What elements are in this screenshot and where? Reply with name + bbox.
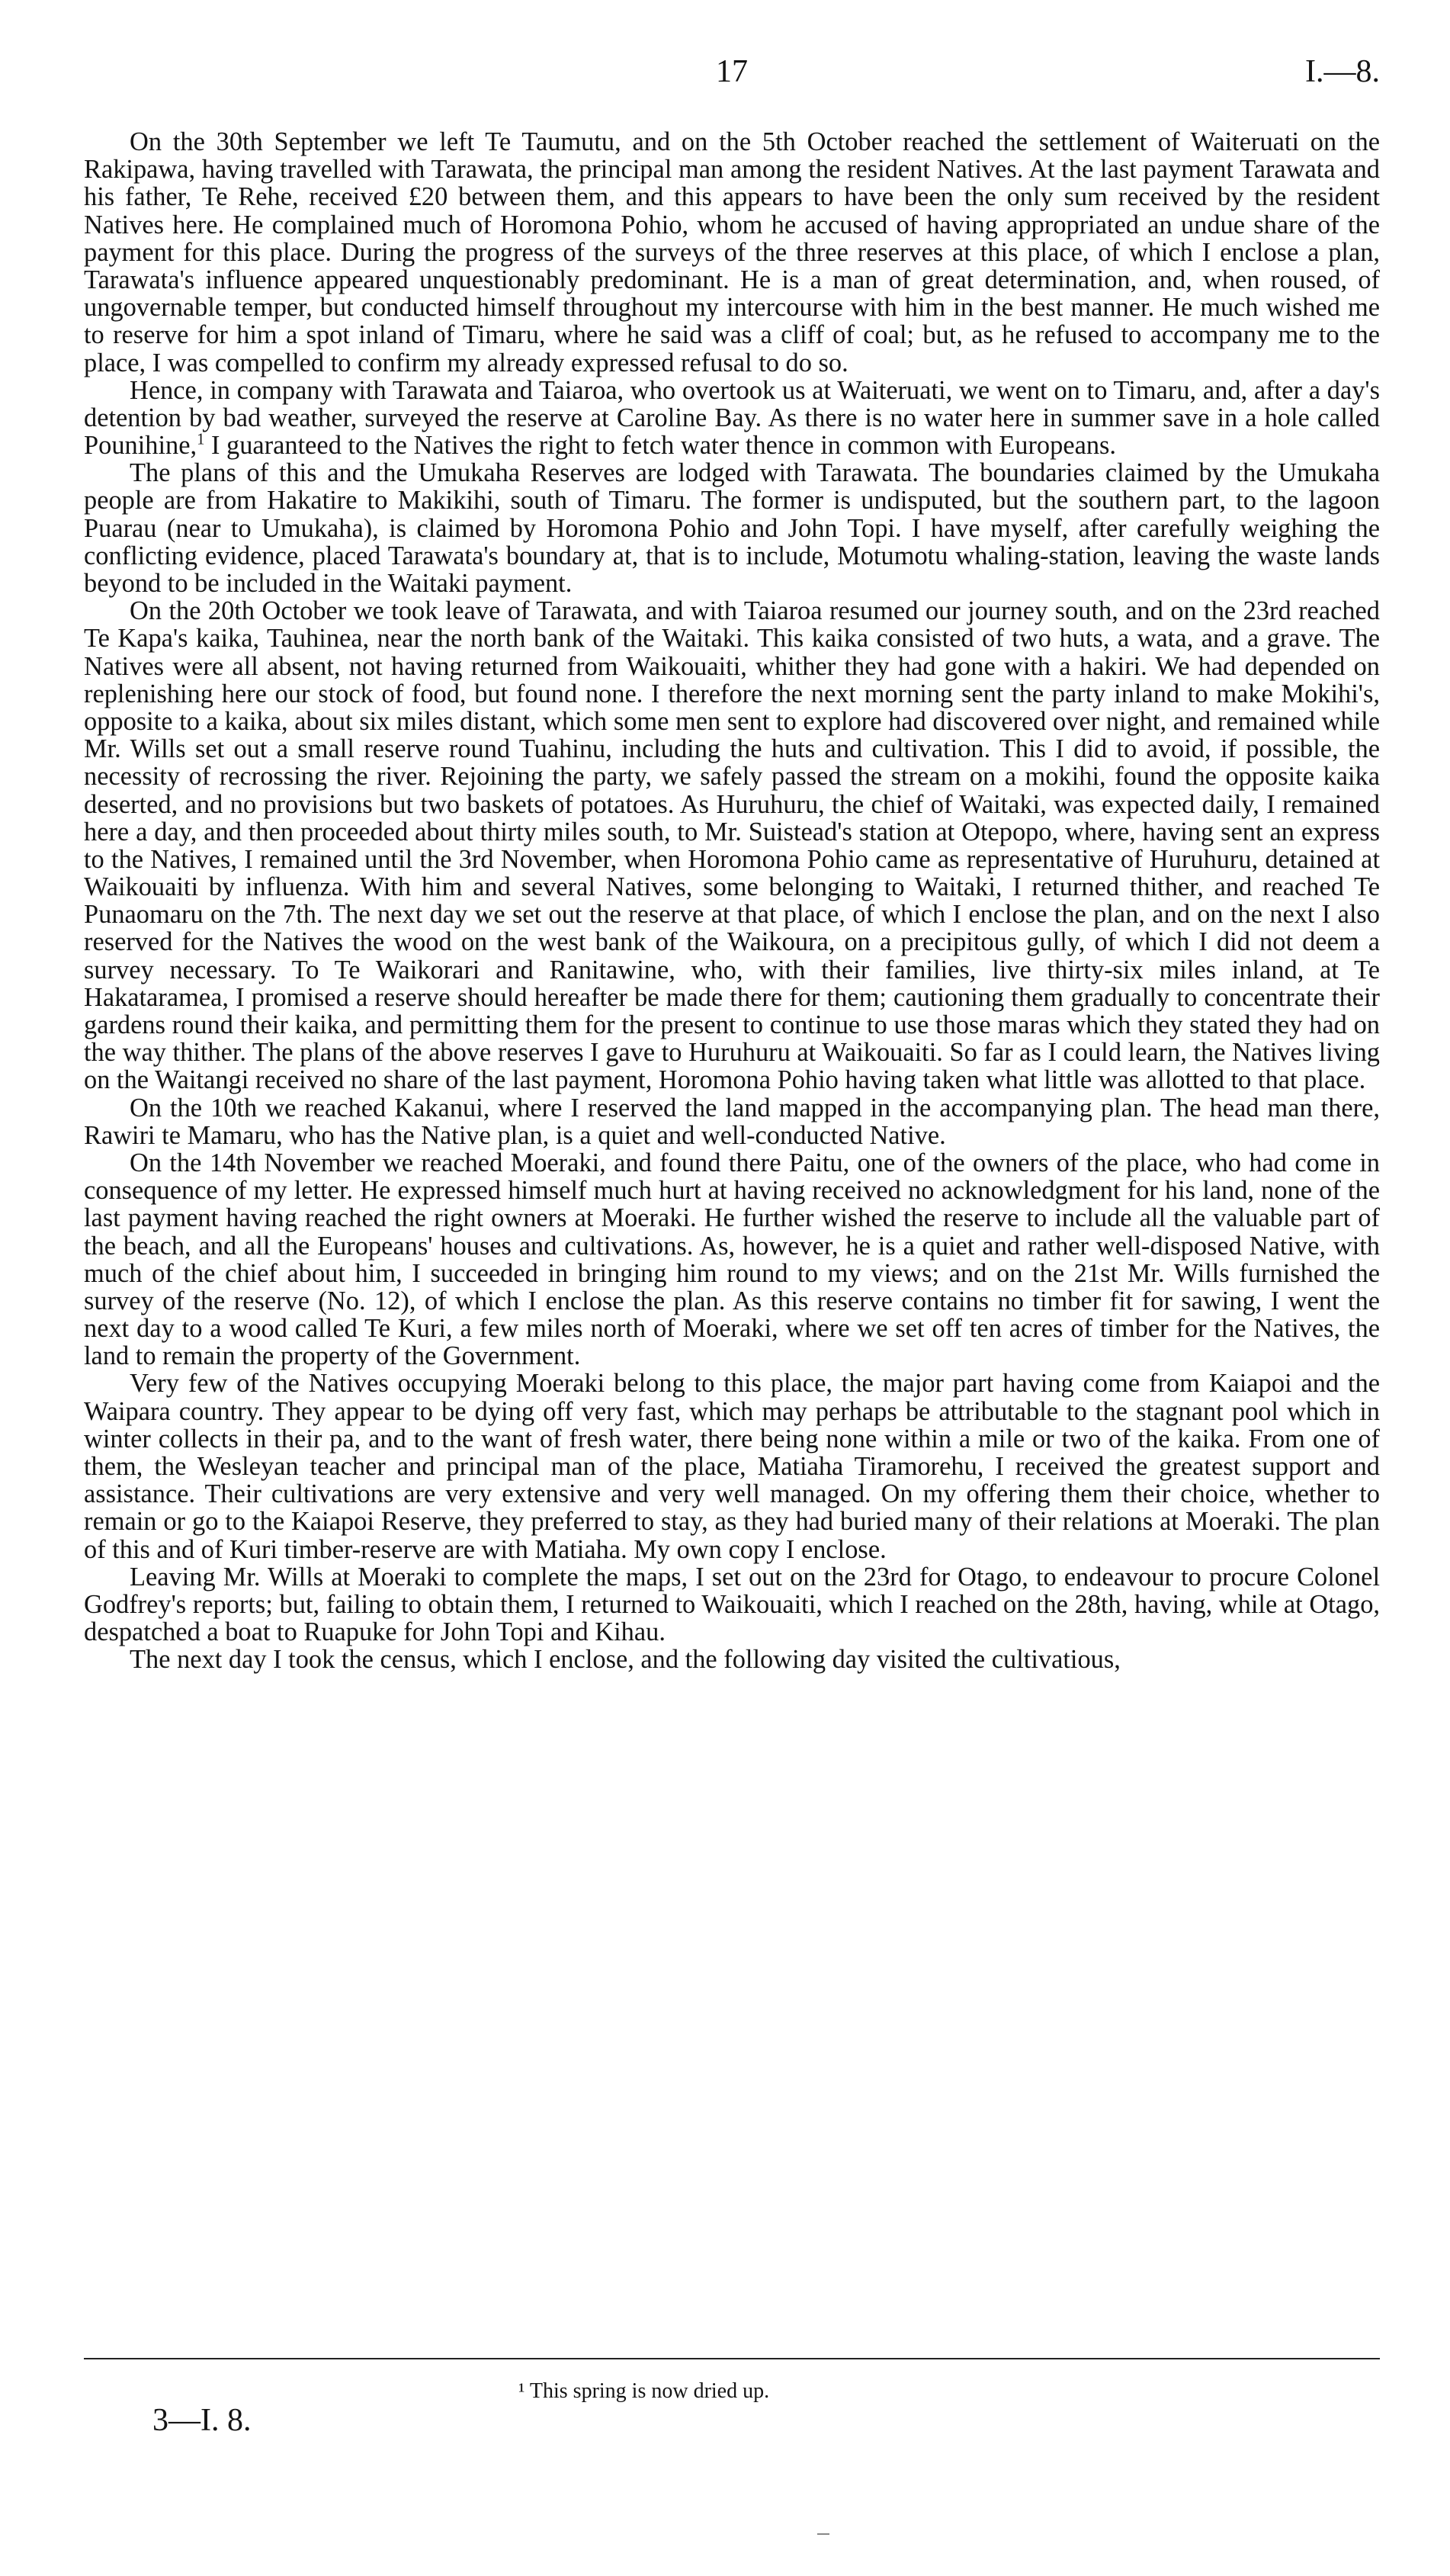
paragraph-text: I guaranteed to the Natives the right to fetch water thence in common with Europeans. [204, 431, 1117, 461]
paragraph: The plans of this and the Umukaha Reserves are lodged with Tarawata. The boundaries claimed by the Umukaha people are from Hakatire to Makikihi, south of Timaru. The former is undisputed, but the southern part, to the lagoon Puarau (near to Umukaha), is claimed by Horomona Pohio and John Topi. I have myself, after carefully weighing the conflicting evidence, placed Tarawata's boundary at, that is to include, Motumotu whaling-station, leaving the waste lands beyond to be included in the Waitaki payment. [84, 458, 1380, 598]
paragraph: Leaving Mr. Wills at Moeraki to complete the maps, I set out on the 23rd for Otago, to endeavour to procure Colonel Godfrey's reports; but, failing to obtain them, I returned to Waikouaiti, which I reached on the 28th, having, while at Otago, despatched a boat to Ruapuke for John Topi and Kihau. [84, 1562, 1380, 1647]
document-code: I.—8. [1305, 54, 1380, 89]
signature-mark: 3—I. 8. [152, 2403, 252, 2438]
paragraph: On the 10th we reached Kakanui, where I reserved the land mapped in the accompanying plan. The head man there, Rawiri te Mamaru, who has the Native plan, is a quiet and well-conducted Native. [84, 1093, 1380, 1150]
footnote-reference: 1 [197, 431, 205, 448]
page-header [84, 53, 1380, 99]
paragraph: Very few of the Natives occupying Moeraki belong to this place, the major part having come from Kaiapoi and the Waipara country. They appear to be dying off very fast, which may perhaps be attributable to the stagnant pool which in winter collects in their pa, and to the want of fresh water, there being none within a mile or two of the kaika. From one of them, the Wesleyan teacher and principal man of the place, Matiaha Tiramorehu, I received the greatest support and assistance. Their cultivations are very extensive and very well managed. On my offering them their choice, whether to remain or go to the Kaiapoi Reserve, they preferred to stay, as they had buried many of their relations at Moeraki. The plan of this and of Kuri timber-reserve are with Matiaha. My own copy I enclose. [84, 1369, 1380, 1564]
footnote: ¹ This spring is now dried up. [518, 2379, 770, 2403]
paragraph: The next day I took the census, which I enclose, and the following day visited the cultivatious, [130, 1645, 1121, 1675]
paragraph: On the 20th October we took leave of Tarawata, and with Taiaroa resumed our journey south, and on the 23rd reached Te Kapa's kaika, Tauhinea, near the north bank of the Waitaki. This kaika consisted of two huts, a wata, and a grave. The Natives were all absent, not having returned from Waikouaiti, whither they had gone with a hakiri. We had depended on replenishing here our stock of food, but found none. I therefore the next morning sent the party inland to make Mokihi's, opposite to a kaika, about six miles distant, which some men sent to explore had discovered over night, and remained while Mr. Wills set out a small reserve round Tuahinu, including the huts and cultivation. This I did to avoid, if possible, the necessity of recrossing the river. Rejoining the party, we safely passed the stream on a mokihi, found the opposite kaika deserted, and no provisions but two baskets of potatoes. As Huruhuru, the chief of Waitaki, was expected daily, I remained here a day, and then proceeded about thirty miles south, to Mr. Suistead's station at Otepopo, where, having sent an express to the Natives, I remained until the 3rd November, when Horomona Pohio came as representative of Huruhuru, detained at Waikouaiti by influenza. With him and several Natives, some belonging to Waitaki, I returned thither, and reached Te Punaomaru on the 7th. The next day we set out the reserve at that place, of which I enclose the plan, and on the next I also reserved for the Natives the wood on the west bank of the Waikoura, on a precipitous gully, of which I did not deem a survey necessary. To Te Waikorari and Ranitawine, who, with their families, live thirty-six miles inland, at Te Hakataramea, I promised a reserve should hereafter be made there for them; cautioning them gradually to concentrate their gardens round their kaika, and permitting them for the present to continue to use those maras which they stated they had on the way thither. The plans of the above reserves I gave to Huruhuru at Waikouaiti. So far as I could learn, the Natives living on the Waitangi received no share of the last payment, Horomona Pohio having taken what little was allotted to that place. [84, 596, 1380, 1095]
paragraph-text: Hence, in company with Tarawata and Taiaroa, who overtook us at Waiteruati, we went on to Timaru, and, after a day's detention by bad weather, surveyed the reserve at Caroline Bay. As there is no water here in summer save in a hole called Pounihine, [84, 375, 1380, 461]
paragraph: On the 30th September we left Te Taumutu, and on the 5th October reached the settlement of Waiteruati on the Rakipawa, having travelled with Tarawata, the principal man among the resident Natives. At the last payment Tarawata and his father, Te Rehe, received £20 between them, and this appears to have been the only sum received by the resident Natives here. He complained much of Horomona Pohio, whom he accused of having appropriated an undue share of the payment for this place. During the progress of the surveys of the three reserves at this place, of which I enclose a plan, Tarawata's influence appeared unquestionably predominant. He is a man of great determination, and, when roused, of ungovernable temper, but conducted himself throughout my intercourse with him in the best manner. He much wished me to reserve for him a spot inland of Timaru, where he said was a cliff of coal; but, as he refused to accompany me to the place, I was compelled to confirm my already expressed refusal to do so. [84, 127, 1380, 377]
page-number: 17 [716, 54, 748, 89]
paragraph: On the 14th November we reached Moeraki, and found there Paitu, one of the owners of the place, who had come in consequence of my letter. He expressed himself much hurt at having received no acknowledgment for his land, none of the last payment having reached the right owners at Moeraki. He further wished the reserve to include all the valuable part of the beach, and all the Europeans' houses and cultivations. As, however, he is a quiet and rather well-disposed Native, with much of the chief about him, I succeeded in bringing him round to my views; and on the 21st Mr. Wills furnished the survey of the reserve (No. 12), of which I enclose the plan. As this reserve contains no timber fit for sawing, I went the next day to a wood called Te Kuri, a few miles north of Moeraki, where we set off ten acres of timber for the Natives, the land to remain the property of the Government. [84, 1148, 1380, 1371]
footnote-divider [84, 2358, 1380, 2359]
report-body [84, 128, 1380, 1674]
paragraph [84, 377, 1380, 460]
scan-artifact [817, 2533, 829, 2535]
